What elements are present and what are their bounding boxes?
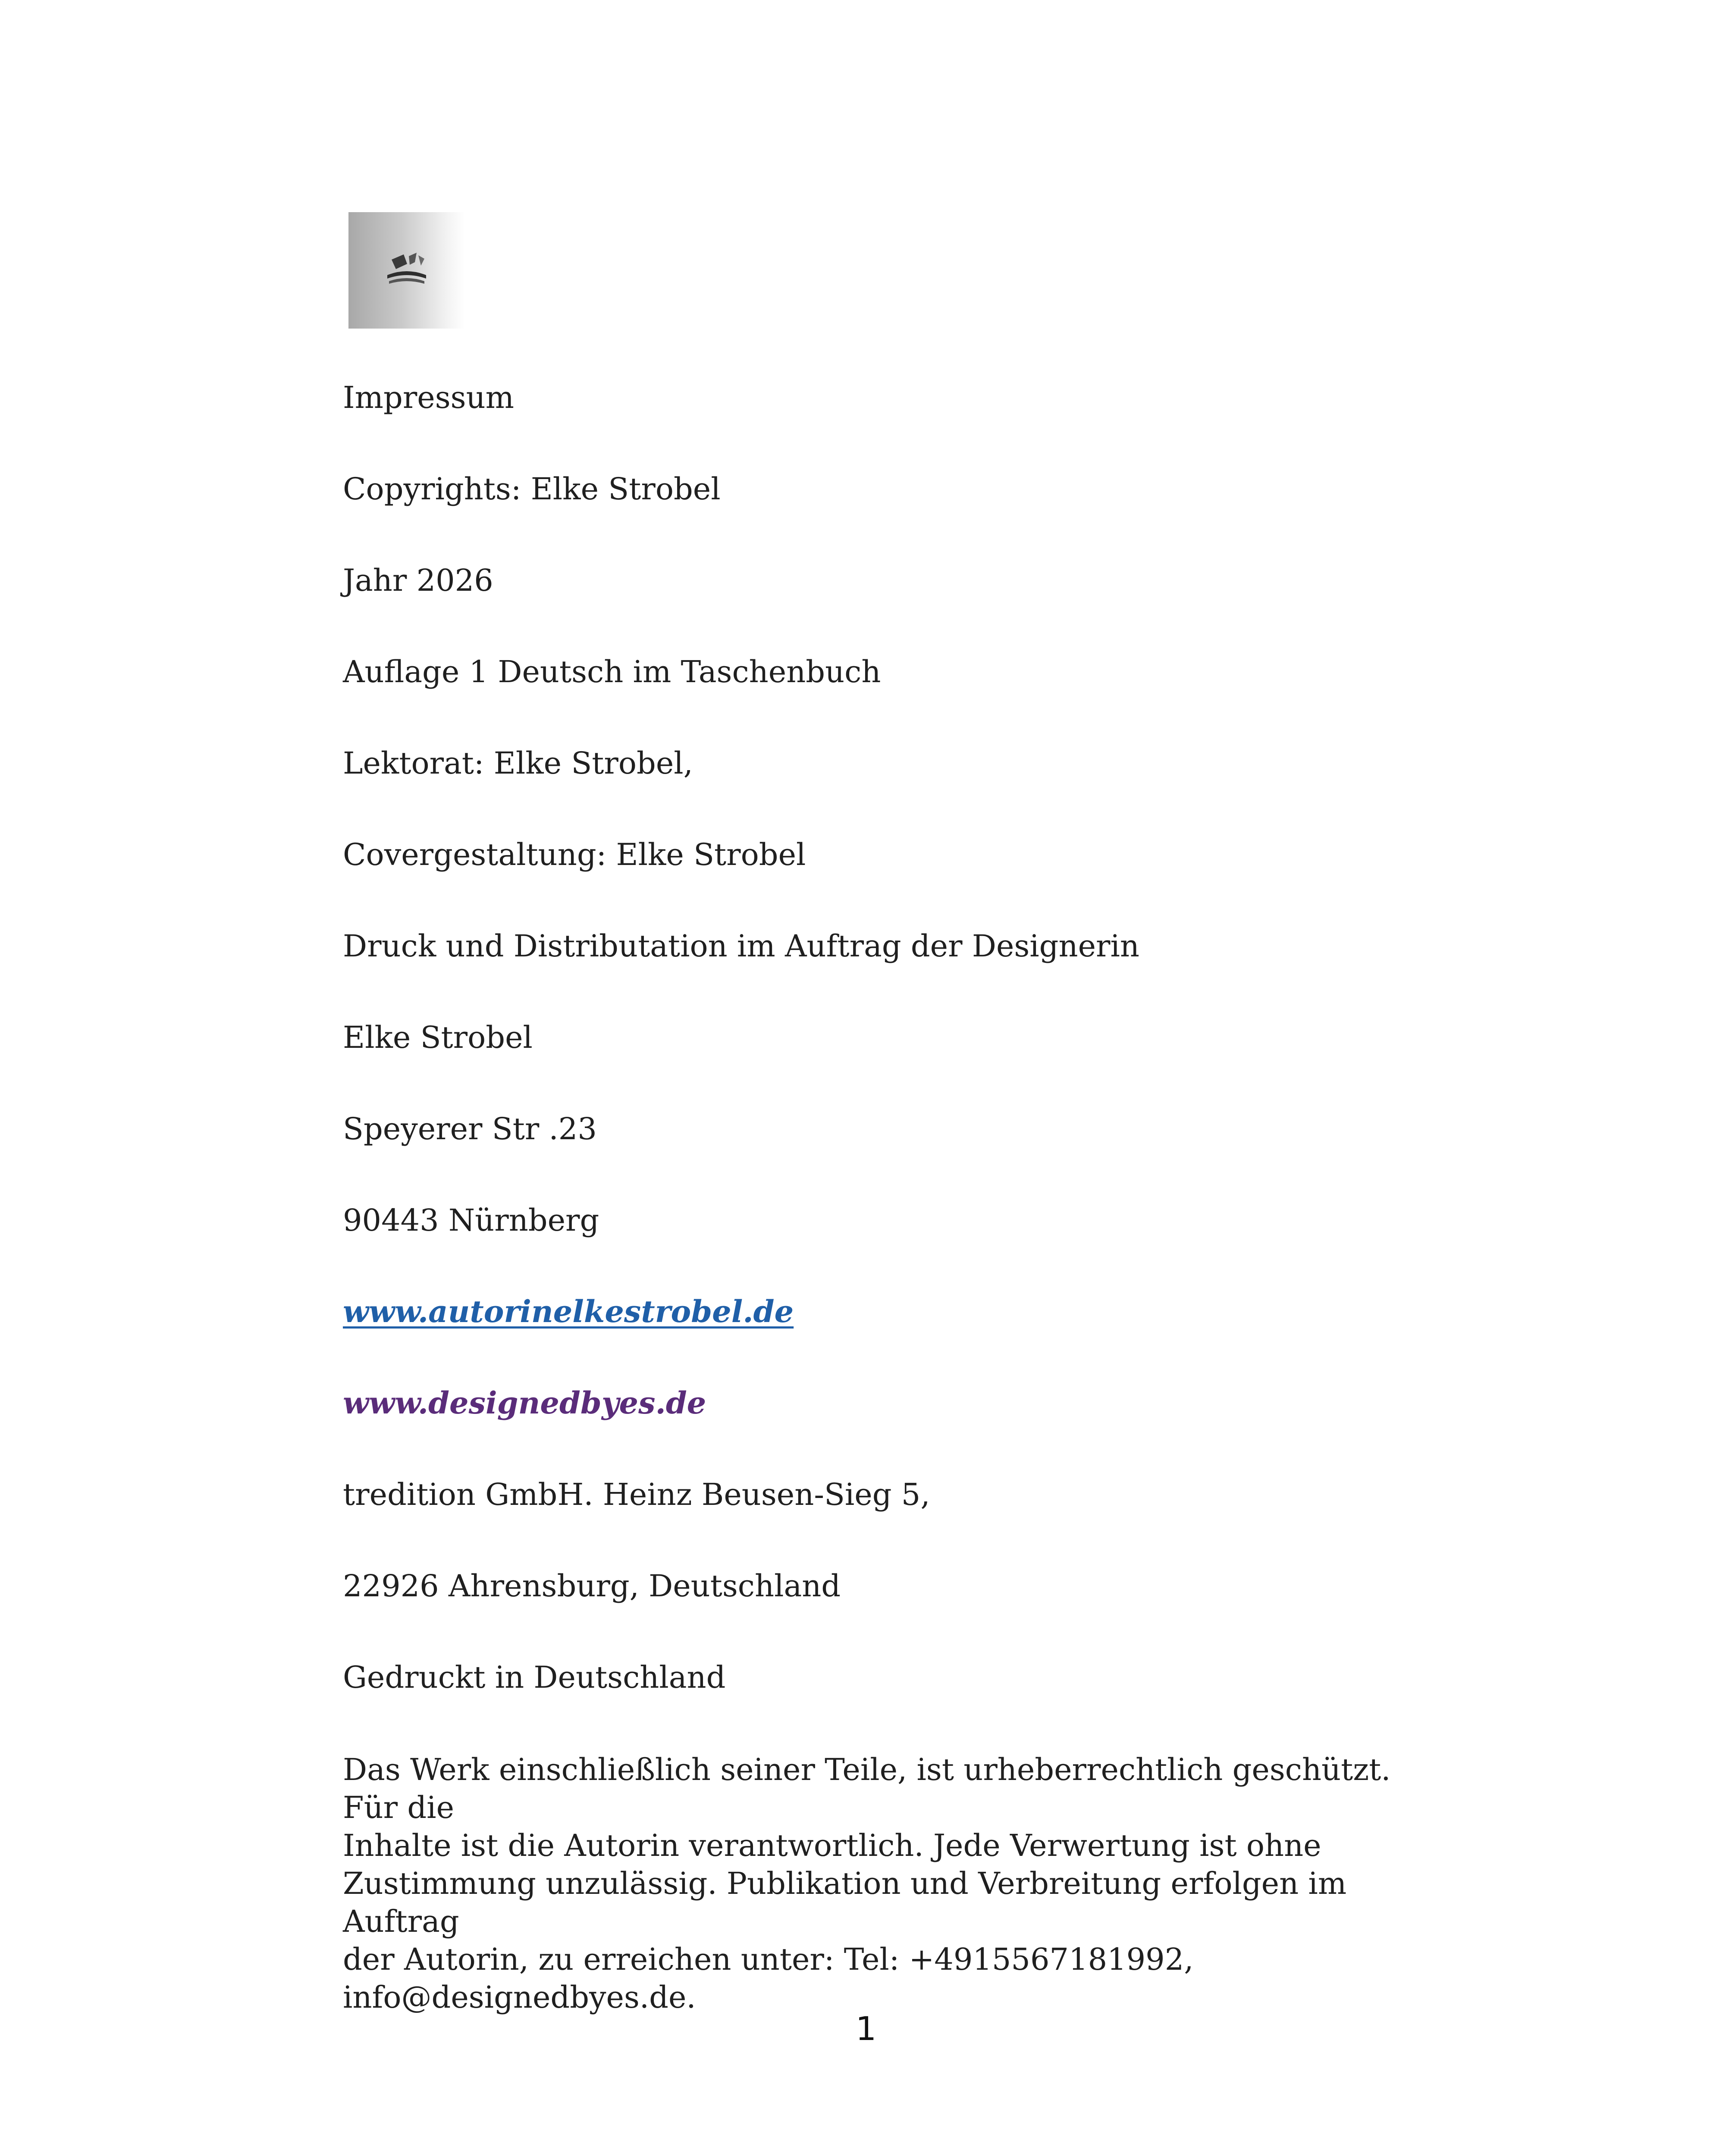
city-line: 90443 Nürnberg <box>343 1203 599 1238</box>
publisher-address-line: tredition GmbH. Heinz Beusen-Sieg 5, <box>343 1477 930 1512</box>
year-line: Jahr 2026 <box>343 563 493 598</box>
print-distribution-line: Druck und Distributation im Auftrag der Designerin <box>343 928 1139 964</box>
notice-line: Zustimmung unzulässig. Publikation und Verbreitung erfolgen im Auftrag <box>343 1866 1347 1939</box>
design-website-link[interactable]: www.designedbyes.de <box>343 1385 706 1421</box>
publisher-logo <box>348 212 465 329</box>
street-address-line: Speyerer Str .23 <box>343 1111 597 1147</box>
copyright-line: Copyrights: Elke Strobel <box>343 471 721 507</box>
edition-line: Auflage 1 Deutsch im Taschenbuch <box>343 654 881 689</box>
author-website-link[interactable]: www.autorinelkestrobel.de <box>343 1294 794 1329</box>
book-emblem-icon <box>383 251 430 290</box>
cover-design-line: Covergestaltung: Elke Strobel <box>343 837 806 872</box>
editing-line: Lektorat: Elke Strobel, <box>343 746 693 781</box>
copyright-notice <box>343 1751 1412 2016</box>
notice-line: Das Werk einschließlich seiner Teile, ist urheberrechtlich geschützt. Für die <box>343 1752 1391 1825</box>
author-name-line: Elke Strobel <box>343 1020 533 1055</box>
impressum-heading: Impressum <box>343 380 515 415</box>
page-number: 1 <box>855 2009 877 2048</box>
notice-line: der Autorin, zu erreichen unter: Tel: +4915567181992, info@designedbyes.de. <box>343 1942 1194 2015</box>
notice-line: Inhalte ist die Autorin verantwortlich. Jede Verwertung ist ohne <box>343 1828 1321 1863</box>
printed-in-line: Gedruckt in Deutschland <box>343 1660 726 1695</box>
publisher-city-line: 22926 Ahrensburg, Deutschland <box>343 1568 841 1604</box>
